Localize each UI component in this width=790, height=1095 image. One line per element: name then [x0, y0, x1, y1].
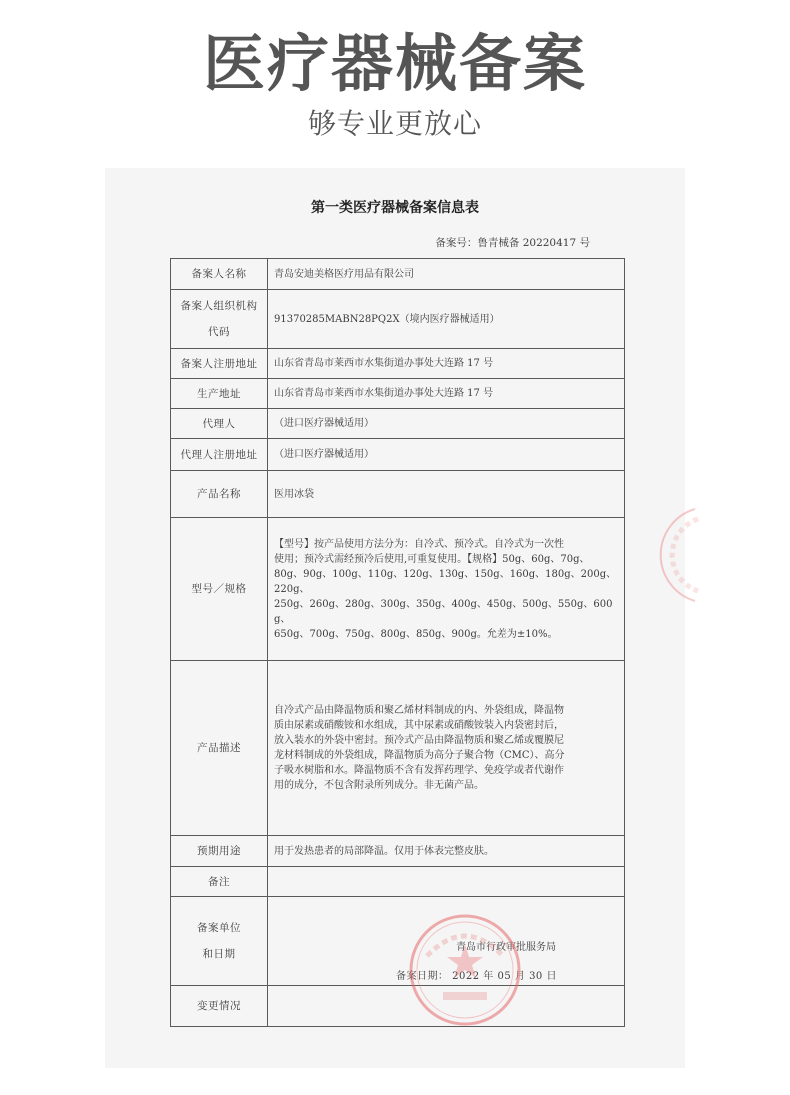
- row-label-line: 备案单位: [197, 922, 241, 934]
- text-line: 650g、700g、750g、800g、850g、900g。允差为±10%。: [274, 628, 558, 640]
- row-label-line: 备案人组织机构: [180, 300, 258, 312]
- row-label: 代理人: [171, 409, 268, 439]
- row-value: （进口医疗器械适用）: [268, 439, 625, 471]
- table-row: [171, 897, 625, 986]
- row-label: [171, 290, 268, 349]
- row-value: 医用冰袋: [268, 471, 625, 518]
- table-row: [171, 986, 625, 1027]
- row-label: 备案人注册地址: [171, 349, 268, 379]
- filing-date: 备案日期： 2022 年 05 月 30 日: [396, 971, 557, 982]
- row-value: [268, 986, 625, 1027]
- table-row: [171, 259, 625, 290]
- table-row: [171, 867, 625, 897]
- row-label: 产品描述: [171, 661, 268, 836]
- document-title: 第一类医疗器械备案信息表: [311, 200, 479, 216]
- table-row: [171, 379, 625, 409]
- table-row: [171, 349, 625, 379]
- table-row: [171, 471, 625, 518]
- row-label: 备案人名称: [171, 259, 268, 290]
- row-label: 变更情况: [171, 986, 268, 1027]
- row-value: [268, 867, 625, 897]
- table-row: [171, 836, 625, 867]
- row-value: [268, 897, 625, 986]
- signature-block: [268, 897, 624, 985]
- table-row: [171, 661, 625, 836]
- row-value: 青岛安迪美格医疗用品有限公司: [268, 259, 625, 290]
- table-row: [171, 409, 625, 439]
- text-line: 【型号】按产品使用方法分为：自冷式、预冷式。自冷式为一次性: [274, 538, 564, 550]
- row-value: （进口医疗器械适用）: [268, 409, 625, 439]
- row-label: 代理人注册地址: [171, 439, 268, 471]
- text-line: 龙材料制成的外袋组成，降温物质为高分子聚合物（CMC）、高分: [274, 750, 565, 761]
- text-line: 使用；预冷式需经预冷后使用,可重复使用。【规格】50g、60g、70g、: [274, 553, 590, 565]
- record-number: 备案号：鲁青械备 20220417 号: [435, 237, 590, 249]
- text-line: 质由尿素或硝酸铵和水组成，其中尿素或硝酸铵装入内袋密封后，: [274, 720, 564, 731]
- row-value: [268, 518, 625, 661]
- text-line: 80g、90g、100g、110g、120g、130g、150g、160g、180g、200g、220g、: [274, 568, 617, 595]
- row-value: 山东省青岛市莱西市水集街道办事处大连路 17 号: [268, 379, 625, 409]
- text-line: 放入装水的外袋中密封。预冷式产品由降温物质和聚乙烯或覆膜尼: [274, 735, 564, 746]
- record-table: [170, 258, 625, 1027]
- row-label: 预期用途: [171, 836, 268, 867]
- row-label: 型号／规格: [171, 518, 268, 661]
- table-row: [171, 290, 625, 349]
- issuing-authority: 青岛市行政审批服务局: [456, 942, 556, 953]
- table-row: [171, 439, 625, 471]
- table-row: [171, 518, 625, 661]
- hero-subtitle: 够专业更放心: [307, 107, 482, 140]
- row-value: [268, 661, 625, 836]
- text-line: 用的成分，不包含附录所列成分。非无菌产品。: [274, 780, 484, 791]
- row-label: 产品名称: [171, 471, 268, 518]
- text-line: 子吸水树脂和水。降温物质不含有发挥药理学、免疫学或者代谢作: [274, 765, 564, 776]
- row-label: 备注: [171, 867, 268, 897]
- row-value: 用于发热患者的局部降温。仅用于体表完整皮肤。: [268, 836, 625, 867]
- text-line: 自冷式产品由降温物质和聚乙烯材料制成的内、外袋组成，降温物: [274, 705, 564, 716]
- row-label-line: 和日期: [202, 948, 236, 960]
- text-line: 250g、260g、280g、300g、350g、400g、450g、500g、550g、600g、: [274, 598, 613, 625]
- row-label: 生产地址: [171, 379, 268, 409]
- row-label: [171, 897, 268, 986]
- hero-title: 医疗器械备案: [202, 27, 587, 100]
- row-value: 山东省青岛市莱西市水集街道办事处大连路 17 号: [268, 349, 625, 379]
- row-label-line: 代码: [208, 326, 230, 338]
- row-value: 91370285MABN28PQ2X（境内医疗器械适用）: [268, 290, 625, 349]
